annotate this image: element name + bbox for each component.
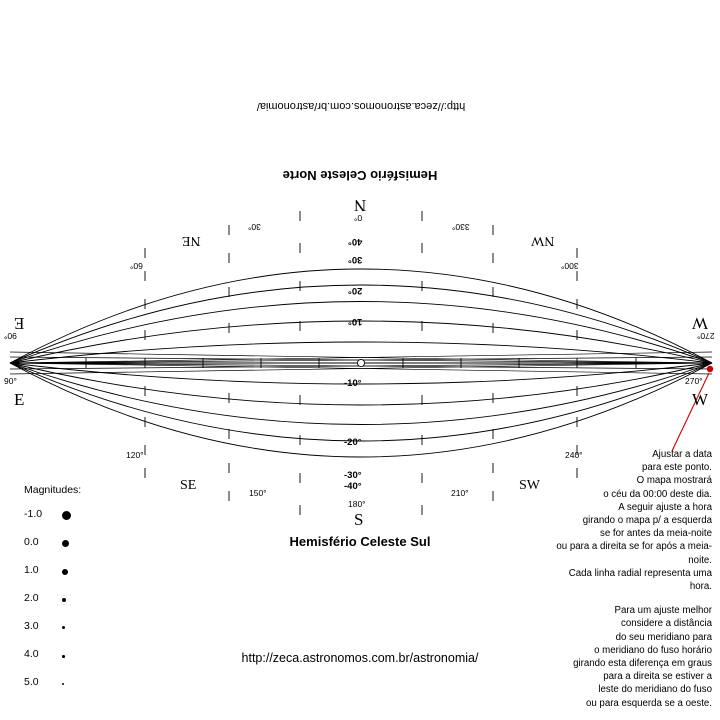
magnitude-dot: [62, 511, 71, 520]
cardinal-e-bottom: E: [14, 390, 25, 409]
note-line: ou para esquerda se a oeste.: [585, 697, 712, 709]
note-line: considere a distância: [620, 618, 712, 630]
note-line: o meridiano do fuso horário: [594, 644, 712, 656]
magnitude-dot: [62, 655, 65, 658]
azimuth-300-top: 300°: [561, 261, 579, 271]
azimuth-90-bottom: 90°: [4, 376, 17, 386]
magnitude-label: 4.0: [24, 648, 39, 660]
azimuth-210-bottom: 210°: [451, 488, 469, 498]
adjust-date-point: [707, 366, 713, 372]
instruction-notes: [552, 448, 712, 710]
cardinal-e-top: E: [14, 314, 25, 333]
note-line: A seguir ajuste a hora: [618, 501, 712, 513]
dec-label-south-10: -10°: [344, 378, 362, 389]
cardinal-w-bottom: W: [692, 390, 709, 409]
dec-label-north-20: 20°: [348, 285, 363, 296]
magnitude-label: -1.0: [24, 508, 43, 520]
magnitude-dot: [62, 683, 64, 685]
magnitude-label: 0.0: [24, 536, 39, 548]
note-line: o céu da 00:00 deste dia.: [603, 488, 712, 500]
azimuth-150-bottom: 150°: [249, 488, 267, 498]
dec-arc-40-south: [10, 363, 712, 441]
note-line: do seu meridiano para: [615, 631, 712, 643]
note-line: Para um ajuste melhor: [614, 605, 712, 617]
notes-divider: [552, 593, 712, 604]
cardinal-se-bottom: SE: [180, 478, 197, 493]
title-south: Hemisfério Celeste Sul: [289, 534, 431, 549]
url-bottom: http://zeca.astronomos.com.br/astronomia/: [241, 651, 479, 665]
magnitudes-legend: [24, 508, 104, 708]
dec-label-south-40: -40°: [344, 481, 362, 492]
magnitude-label: 3.0: [24, 620, 39, 632]
dec-label-south-30: -30°: [344, 470, 362, 481]
azimuth-180-bottom: 180°: [348, 499, 366, 509]
magnitude-dot: [62, 569, 68, 575]
dec-label-north-10: 10°: [348, 316, 363, 327]
note-line: para a direita se estiver a: [603, 671, 712, 683]
dec-label-south-20: -20°: [344, 437, 362, 448]
azimuth-330-top: 330°: [452, 222, 470, 232]
magnitude-item: [24, 564, 104, 580]
note-line: leste do meridiano do fuso: [598, 684, 712, 696]
cardinal-nw-top: NW: [531, 233, 555, 248]
magnitude-item: [24, 508, 104, 524]
note-line: se for antes da meia-noite: [599, 528, 712, 540]
cardinal-sw-bottom: SW: [519, 478, 540, 493]
magnitude-item: [24, 592, 104, 608]
azimuth-270-bottom: 270°: [685, 376, 703, 386]
magnitude-label: 5.0: [24, 676, 39, 688]
azimuth-270-top: 270°: [697, 331, 715, 341]
cardinal-ne-top: NE: [182, 233, 201, 248]
magnitude-item: [24, 676, 104, 692]
cardinal-w-top: W: [692, 314, 709, 333]
azimuth-60-top: 60°: [130, 261, 143, 271]
azimuth-0-top: 0°: [354, 213, 363, 223]
center-point-marker: [357, 359, 364, 366]
cardinal-n-top: N: [354, 196, 367, 215]
magnitude-dot: [62, 598, 66, 602]
note-line: O mapa mostrará: [636, 475, 712, 487]
cardinal-s-bottom: S: [354, 510, 364, 529]
magnitude-dot: [62, 626, 65, 629]
note-line: girando esta diferença em graus: [573, 658, 712, 670]
azimuth-30-top: 30°: [248, 222, 261, 232]
dec-label-north-40: 40°: [348, 236, 363, 247]
note-line: Cada linha radial representa uma hora.: [568, 567, 712, 593]
magnitude-item: [24, 536, 104, 552]
url-top: http://zeca.astronomos.com.br/astronomia/: [256, 100, 466, 112]
magnitude-item: [24, 620, 104, 636]
magnitude-label: 1.0: [24, 564, 39, 576]
azimuth-120-bottom: 120°: [126, 450, 144, 460]
title-north: Hemisfério Celeste Norte: [282, 168, 438, 183]
azimuth-240-bottom: 240°: [565, 450, 583, 460]
dec-label-north-30: 30°: [348, 254, 363, 265]
magnitude-item: [24, 648, 104, 664]
magnitude-dot: [62, 540, 69, 547]
note-line: para este ponto.: [641, 462, 712, 474]
note-line: girando o mapa p/ a esquerda: [582, 515, 712, 527]
azimuth-90-top: 90°: [4, 331, 17, 341]
note-line: ou para a direita se for após a meia-noite.: [556, 541, 712, 566]
magnitudes-legend-title: Magnitudes:: [24, 484, 82, 496]
note-line: Ajustar a data: [652, 449, 712, 460]
magnitude-label: 2.0: [24, 592, 39, 604]
